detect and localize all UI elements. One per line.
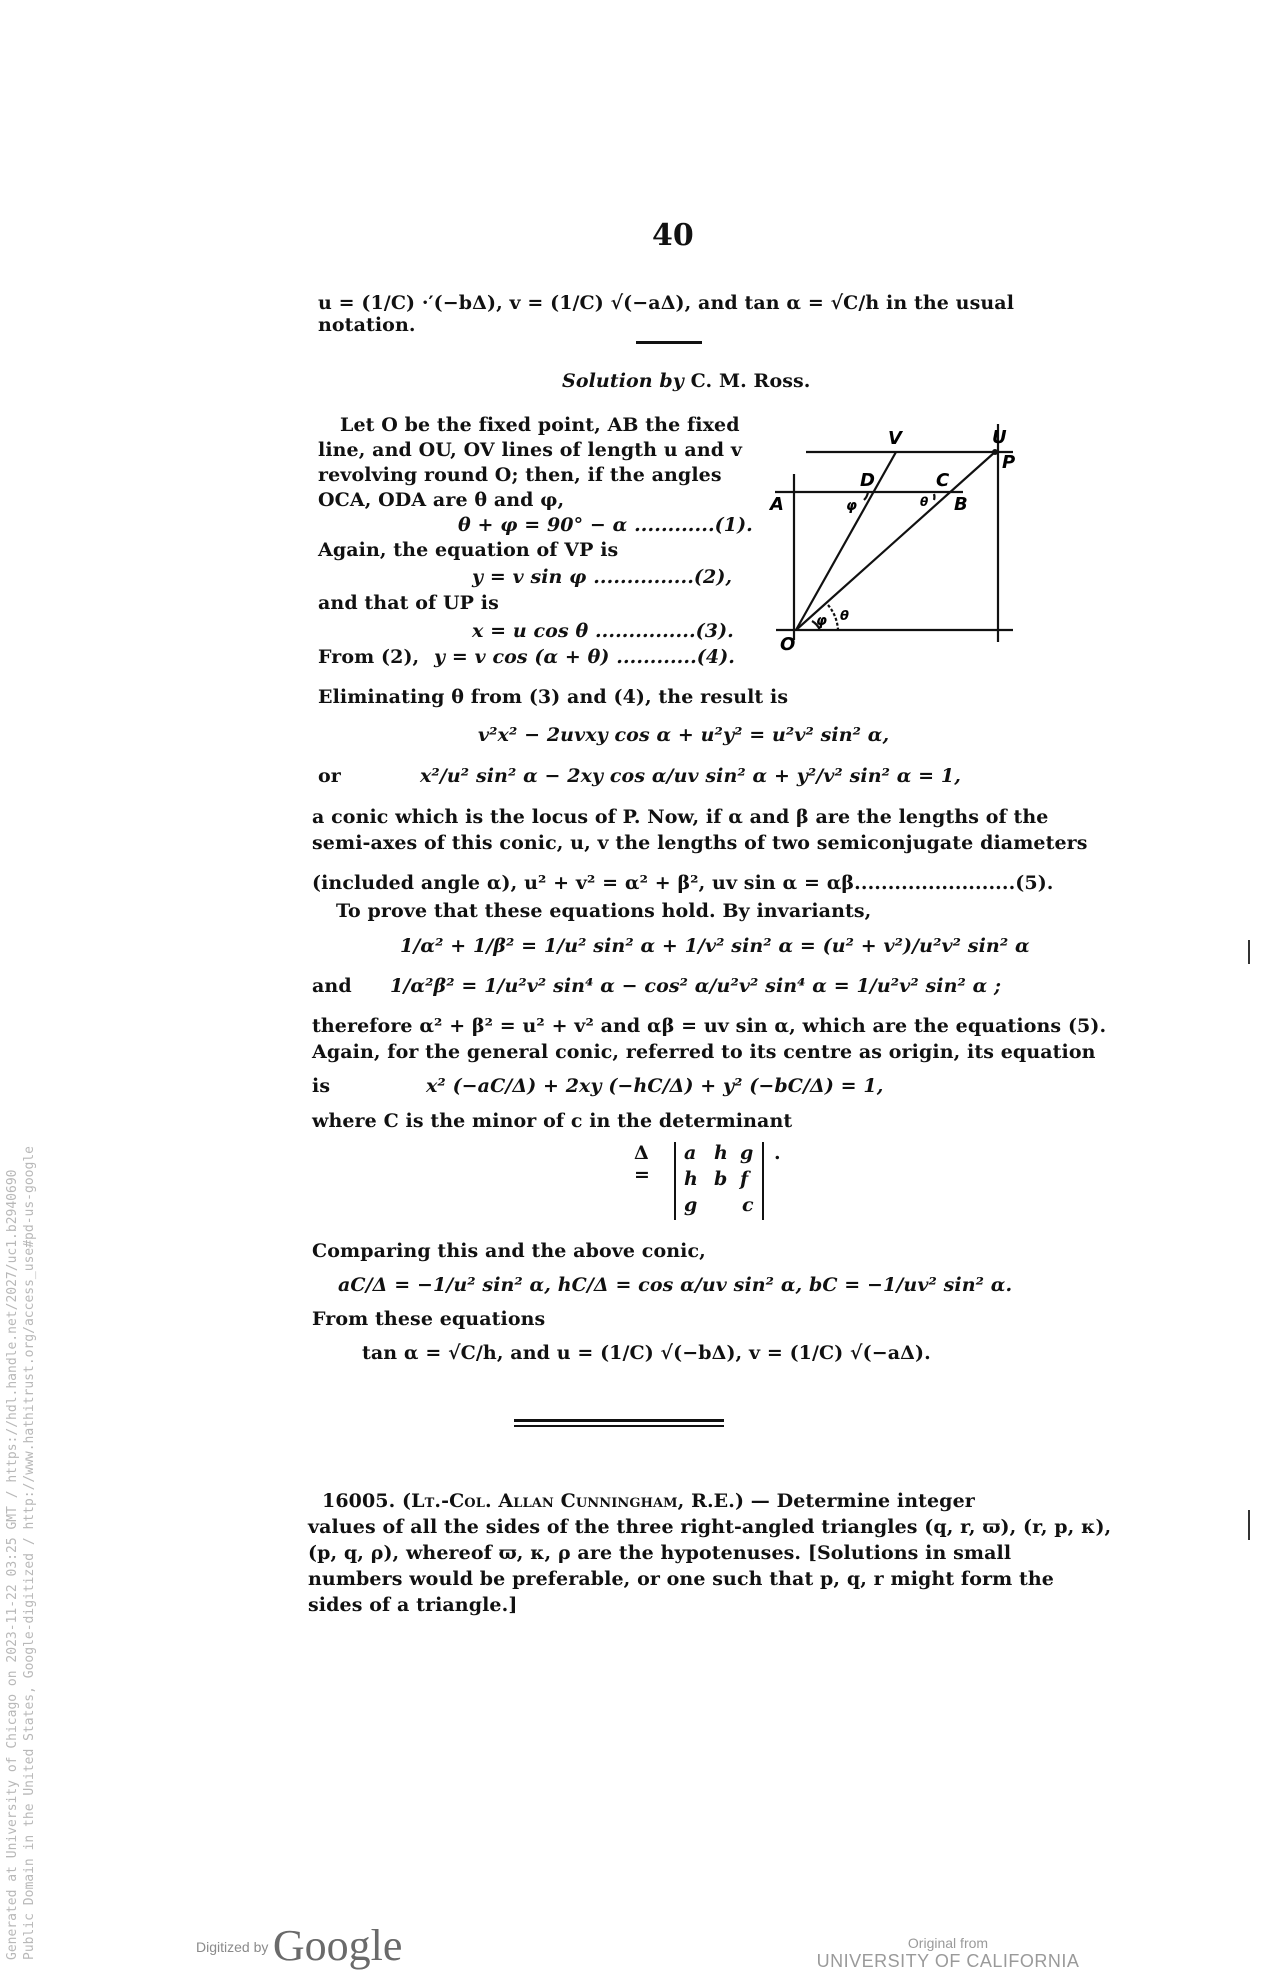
question-proposer: (Lt.-Col. Allan Cunningham, R.E.) — [402, 1490, 745, 1512]
determinant-label: Δ = — [634, 1142, 650, 1186]
intro-line-1: u = (1/C) ·′(−bΔ), v = (1/C) √(−aΔ), and tan α = √C/h in the usual — [318, 292, 1015, 314]
hathitrust-watermark — [4, 1146, 38, 1960]
body-line: Let O be the fixed point, AB the fixed — [340, 414, 740, 436]
digitized-by-label: Digitized by — [196, 1939, 269, 1955]
equation-2: y = v sin φ ...............(2), — [472, 566, 733, 588]
geometry-diagram — [760, 410, 1030, 660]
equation-conic-1: v²x² − 2uvxy cos α + u²y² = u²v² sin² α, — [478, 724, 890, 746]
question-text-line: numbers would be preferable, or one such that p, q, r might form the — [308, 1568, 1054, 1590]
label-c: C — [936, 470, 950, 491]
label-p: P — [1002, 452, 1016, 473]
label-v: V — [888, 428, 902, 449]
equation-4: y = v cos (α + θ) ............(4). — [434, 646, 736, 668]
intro-line-2: notation. — [318, 314, 416, 336]
body-line: semi-axes of this conic, u, v the lengths of two semiconjugate diameters — [312, 832, 1088, 854]
equation-5: (included angle α), u² + v² = α² + β², uv sin α = αβ........................(5). — [312, 872, 1054, 894]
equation-final: tan α = √C/h, and u = (1/C) √(−bΔ), v = (1/C) √(−aΔ). — [362, 1342, 931, 1364]
label-a: A — [770, 494, 784, 515]
line-ou — [796, 452, 995, 630]
angle-arc-d — [864, 492, 868, 500]
is-label: is — [312, 1075, 331, 1097]
label-phi-top: φ — [846, 498, 857, 514]
question-header — [322, 1488, 975, 1514]
body-line: To prove that these equations hold. By invariants, — [336, 900, 872, 922]
label-d: D — [860, 470, 875, 491]
equation-invariant-1: 1/α² + 1/β² = 1/u² sin² α + 1/v² sin² α = (u² + v²)/u²v² sin² α — [400, 935, 1030, 957]
label-theta-top: θ — [920, 495, 929, 509]
det-cell: g — [740, 1142, 754, 1164]
body-line: line, and OU, OV lines of length u and v — [318, 439, 742, 461]
label-theta-bottom: θ — [840, 609, 849, 624]
determinant-period: . — [774, 1142, 781, 1164]
solution-prefix: Solution by — [562, 370, 684, 392]
body-line: OCA, ODA are θ and φ, — [318, 489, 565, 511]
body-line: a conic which is the locus of P. Now, if α and β are the lengths of the — [312, 806, 1049, 828]
double-divider-bottom — [514, 1425, 724, 1427]
det-cell: g — [684, 1194, 698, 1216]
solution-author: C. M. Ross. — [690, 370, 811, 392]
det-cell: c — [742, 1194, 754, 1216]
determinant-bar-right — [762, 1142, 764, 1220]
equation-conic-2: x²/u² sin² α − 2xy cos α/uv sin² α + y²/v² sin² α = 1, — [420, 765, 961, 787]
point-u — [992, 449, 998, 455]
body-line: Again, the equation of VP is — [318, 539, 619, 561]
det-cell: h — [684, 1168, 698, 1190]
question-text-line: — Determine integer — [750, 1490, 975, 1512]
from-2-label: From (2), — [318, 646, 420, 668]
label-u: U — [992, 427, 1007, 448]
line-ov — [796, 452, 896, 630]
watermark-line-1: Generated at University of Chicago on 2023-11-22 03:25 GMT / https://hdl.handle.net/2027/uc1.b2940690 — [5, 1169, 20, 1960]
body-line: Again, for the general conic, referred to its centre as origin, its equation — [312, 1041, 1096, 1063]
margin-mark — [1248, 1510, 1250, 1540]
margin-mark — [1248, 940, 1250, 964]
or-label: or — [318, 765, 341, 787]
body-line: From these equations — [312, 1308, 546, 1330]
body-line: where C is the minor of c in the determinant — [312, 1110, 793, 1132]
angle-arc-theta — [828, 605, 838, 630]
label-phi-bottom: φ — [816, 613, 827, 629]
equation-invariant-2: 1/α²β² = 1/u²v² sin⁴ α − cos² α/u²v² sin⁴ α = 1/u²v² sin² α ; — [390, 975, 1002, 997]
label-o: O — [780, 634, 796, 655]
det-cell: f — [740, 1168, 749, 1190]
body-line: Comparing this and the above conic, — [312, 1240, 706, 1262]
equation-general-conic: x² (−aC/Δ) + 2xy (−hC/Δ) + y² (−bC/Δ) = 1, — [426, 1075, 884, 1097]
question-text-line: values of all the sides of the three right-angled triangles (q, r, ϖ), (r, p, κ), — [308, 1516, 1112, 1538]
solution-heading — [562, 368, 811, 394]
question-text-line: sides of a triangle.] — [308, 1594, 518, 1616]
watermark-line-2: Public Domain in the United States, Google-digitized / http://www.hathitrust.org/access_use#pd-us-google — [22, 1146, 37, 1960]
label-b: B — [954, 494, 968, 515]
question-number: 16005. — [322, 1490, 396, 1512]
university-name: UNIVERSITY OF CALIFORNIA — [816, 1951, 1080, 1971]
google-digitized-badge — [196, 1920, 402, 1971]
body-line: revolving round O; then, if the angles — [318, 464, 722, 486]
det-cell: b — [714, 1168, 728, 1190]
body-line: and that of UP is — [318, 592, 499, 614]
short-divider — [636, 341, 702, 344]
google-logo: Google — [272, 1921, 403, 1970]
and-label: and — [312, 975, 352, 997]
original-source-badge — [808, 1935, 1088, 1972]
det-cell: h — [714, 1142, 728, 1164]
determinant-bar-left — [674, 1142, 676, 1220]
double-divider-top — [514, 1419, 724, 1422]
page-number: 40 — [652, 218, 694, 253]
body-line: Eliminating θ from (3) and (4), the result is — [318, 686, 789, 708]
body-line: therefore α² + β² = u² + v² and αβ = uv sin α, which are the equations (5). — [312, 1015, 1107, 1037]
det-cell: a — [684, 1142, 697, 1164]
original-from-label: Original from — [907, 1935, 989, 1951]
equation-compare: aC/Δ = −1/u² sin² α, hC/Δ = cos α/uv sin² α, bC = −1/uv² sin² α. — [338, 1274, 1013, 1296]
equation-3: x = u cos θ ...............(3). — [472, 620, 734, 642]
question-text-line: (p, q, ρ), whereof ϖ, κ, ρ are the hypotenuses. [Solutions in small — [308, 1542, 1012, 1564]
equation-1: θ + φ = 90° − α ............(1). — [458, 514, 753, 536]
